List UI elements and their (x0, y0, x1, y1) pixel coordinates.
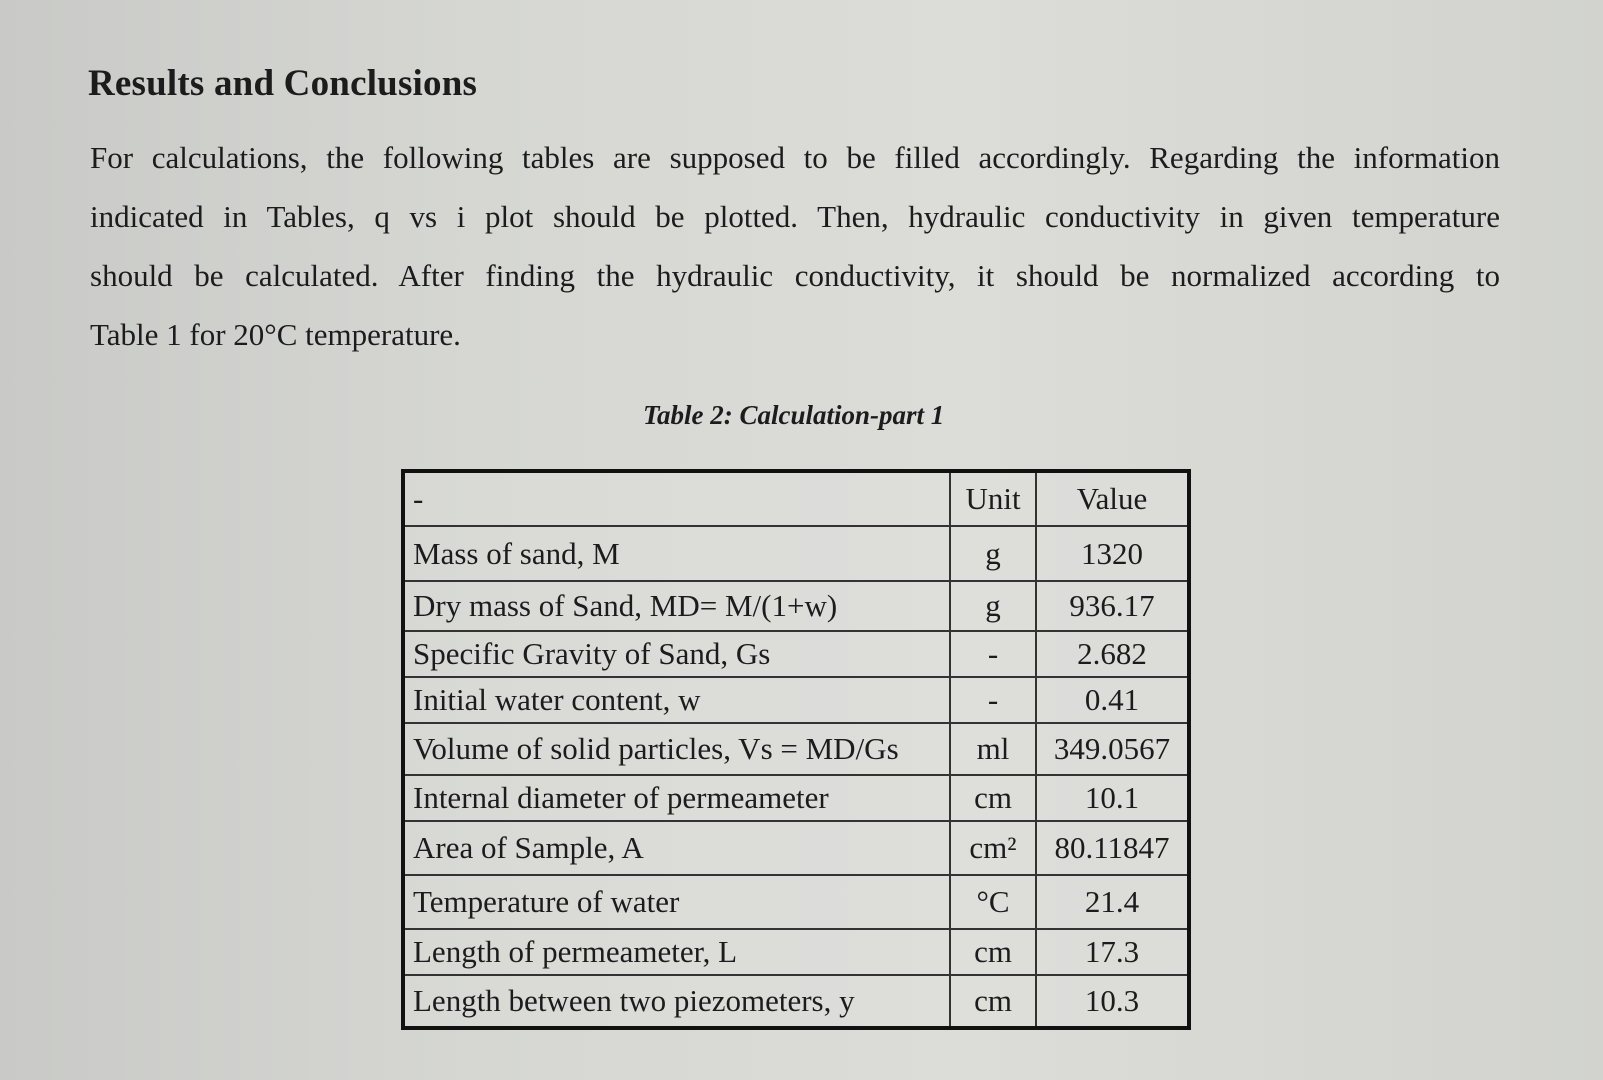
header-unit-cell: Unit (950, 471, 1036, 526)
row-unit-cell: - (950, 677, 1036, 723)
row-value-cell: 21.4 (1036, 875, 1189, 929)
row-unit-cell: g (950, 581, 1036, 631)
row-value-cell: 10.3 (1036, 975, 1189, 1028)
table-row (403, 929, 1189, 975)
row-unit-cell: cm² (950, 821, 1036, 875)
row-value-cell: 10.1 (1036, 775, 1189, 821)
paragraph-line: indicated in Tables, q vs i plot should be plotted. Then, hydraulic conductivity in given temperature (90, 199, 1500, 234)
row-label-cell: Specific Gravity of Sand, Gs (403, 631, 950, 677)
row-label-cell: Area of Sample, A (403, 821, 950, 875)
table-row (403, 975, 1189, 1028)
paragraph-line: For calculations, the following tables are supposed to be filled accordingly. Regarding the information (90, 140, 1500, 175)
table-row (403, 631, 1189, 677)
table-row (403, 775, 1189, 821)
row-label-cell: Mass of sand, M (403, 526, 950, 581)
row-value-cell: 2.682 (1036, 631, 1189, 677)
row-label-cell: Volume of solid particles, Vs = MD/Gs (403, 723, 950, 775)
paragraph-line: should be calculated. After finding the hydraulic conductivity, it should be normalized according to (90, 258, 1500, 293)
row-value-cell: 80.11847 (1036, 821, 1189, 875)
table-caption: Table 2: Calculation-part 1 (643, 400, 945, 430)
row-unit-cell: - (950, 631, 1036, 677)
instructions-paragraph (90, 128, 1500, 364)
header-value-cell: Value (1036, 471, 1189, 526)
paragraph-line: Table 1 for 20°C temperature. (90, 317, 461, 352)
table-row (403, 875, 1189, 929)
row-unit-cell: cm (950, 929, 1036, 975)
row-unit-cell: cm (950, 975, 1036, 1028)
row-unit-cell: ml (950, 723, 1036, 775)
row-label-cell: Temperature of water (403, 875, 950, 929)
table-row (403, 723, 1189, 775)
table-row (403, 677, 1189, 723)
row-label-cell: Length between two piezometers, y (403, 975, 950, 1028)
table-row (403, 526, 1189, 581)
row-value-cell: 349.0567 (1036, 723, 1189, 775)
table-row (403, 581, 1189, 631)
calculation-table (401, 469, 1191, 1030)
header-label-cell: - (403, 471, 950, 526)
row-label-cell: Initial water content, w (403, 677, 950, 723)
row-unit-cell: cm (950, 775, 1036, 821)
row-value-cell: 1320 (1036, 526, 1189, 581)
row-unit-cell: g (950, 526, 1036, 581)
row-unit-cell: °C (950, 875, 1036, 929)
row-value-cell: 936.17 (1036, 581, 1189, 631)
table-header-row (403, 471, 1189, 526)
row-label-cell: Dry mass of Sand, MD= M/(1+w) (403, 581, 950, 631)
row-label-cell: Internal diameter of permeameter (403, 775, 950, 821)
row-value-cell: 0.41 (1036, 677, 1189, 723)
table-row (403, 821, 1189, 875)
section-heading: Results and Conclusions (88, 63, 478, 104)
row-label-cell: Length of permeameter, L (403, 929, 950, 975)
row-value-cell: 17.3 (1036, 929, 1189, 975)
